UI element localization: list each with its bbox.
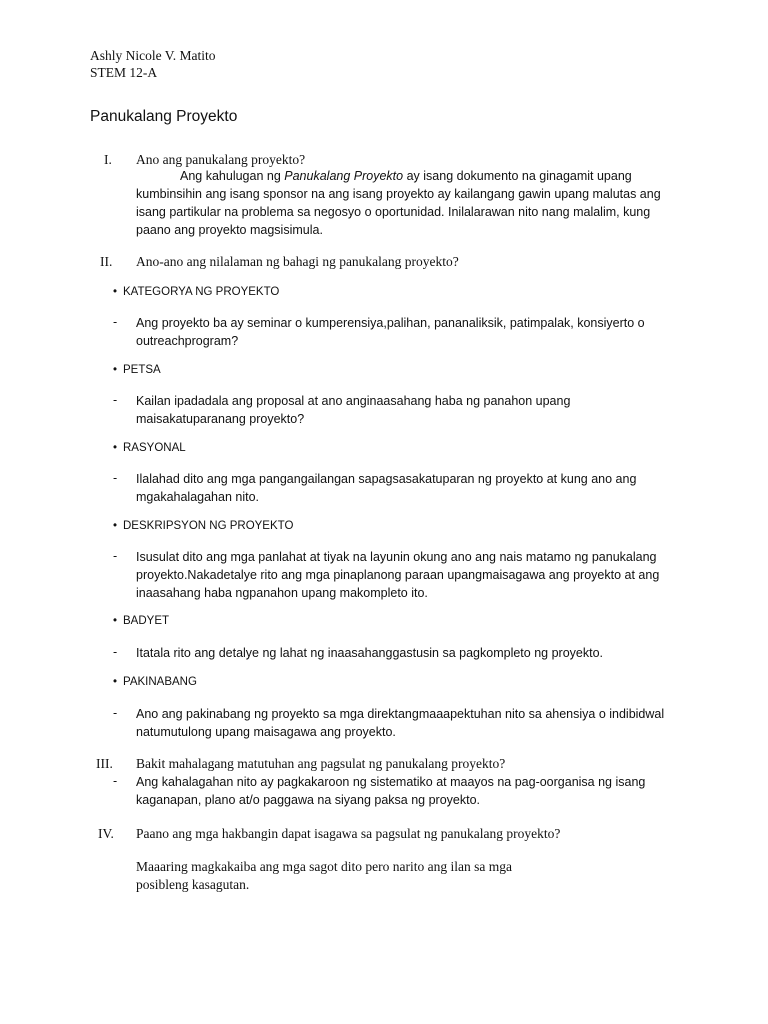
list-item-label: PETSA (123, 364, 161, 376)
line-1-text-a: Ang kahulugan ng (180, 169, 285, 183)
section-1-paragraph-line-4: paano ang proyekto magsisimula. (136, 223, 323, 237)
list-item-label: KATEGORYA NG PROYEKTO (123, 286, 280, 298)
line-1-emphasis: Panukalang Proyekto (284, 169, 404, 183)
section-4-answer-line: Maaaring magkakaiba ang mga sagot dito pero narito ang ilan sa mga (136, 859, 513, 874)
list-item-desc-line: Isusulat dito ang mga panlahat at tiyak na layunin okung ano ang nais matamo ng panukalang (136, 550, 657, 564)
list-item-label: DESKRIPSYON NG PROYEKTO (123, 520, 294, 532)
dash-marker: - (113, 471, 118, 485)
section-1-paragraph-line-3: isang partikular na problema sa negosyo o oportunidad. Inilalarawan nito nang malalim, kung (136, 205, 651, 219)
section-4-question: Paano ang mga hakbangin dapat isagawa sa pagsulat ng panukalang proyekto? (136, 826, 561, 841)
list-item-bullet: • (113, 520, 118, 532)
section-4-number: IV. (98, 826, 114, 841)
list-item-bullet: • (113, 364, 118, 376)
list-item-desc-line: proyekto.Nakadetalye rito ang mga pinaplanong paraan upangmaisagawa ang proyekto at ang (136, 568, 660, 582)
section-4-answer-line: posibleng kasagutan. (136, 877, 250, 892)
section-3-question: Bakit mahalagang matutuhan ang pagsulat ng panukalang proyekto? (136, 756, 506, 771)
line-1-text-b: ay isang dokumento na ginagamit upang (403, 169, 632, 183)
list-item-desc-line: Ano ang pakinabang ng proyekto sa mga direktangmaaapektuhan nito sa ahensiya o indibidwal (136, 707, 665, 721)
list-item-desc-line: Itatala rito ang detalye ng lahat ng inaasahanggastusin sa pagkompleto ng proyekto. (136, 646, 603, 660)
list-item-bullet: • (113, 442, 118, 454)
dash-marker: - (113, 706, 118, 720)
dash-marker: - (113, 774, 118, 788)
section-2-question: Ano-ano ang nilalaman ng bahagi ng panukalang proyekto? (136, 254, 459, 269)
section-2-number: II. (100, 254, 113, 269)
list-item-desc-line: natumutulong upang maisagawa ang proyekto. (136, 725, 396, 739)
dash-marker: - (113, 549, 118, 563)
list-item-desc-line: Ilalahad dito ang mga pangangailangan sapagsasakatuparan ng proyekto at kung ano ang (136, 472, 637, 486)
author-section: STEM 12-A (90, 65, 158, 80)
section-3-number: III. (96, 756, 113, 771)
list-item-desc-line: inaasahang haba ngpanahon upang makompleto ito. (136, 586, 428, 600)
list-item-label: BADYET (123, 615, 170, 627)
author-name: Ashly Nicole V. Matito (90, 48, 216, 63)
dash-marker: - (113, 393, 118, 407)
list-item-desc-line: maisakatuparanang proyekto? (136, 412, 305, 426)
list-item-bullet: • (113, 286, 118, 298)
list-item-label: PAKINABANG (123, 676, 197, 688)
list-item-label: RASYONAL (123, 442, 186, 454)
section-1-paragraph-line-2: kumbinsihin ang isang sponsor na ang isang proyekto ay kailangang gawin upang malutas ang (136, 187, 661, 201)
dash-marker: - (113, 315, 118, 329)
section-1-number: I. (104, 152, 112, 167)
list-item-desc-line: Ang proyekto ba ay seminar o kumperensiya,palihan, pananaliksik, patimpalak, konsiyerto o (136, 316, 645, 330)
document-title: Panukalang Proyekto (90, 108, 238, 125)
list-item-desc-line: mgakahalagahan nito. (136, 490, 260, 504)
dash-marker: - (113, 645, 118, 659)
list-item-bullet: • (113, 615, 118, 627)
section-3-answer-line: kaganapan, plano at/o paggawa na siyang paksa ng proyekto. (136, 793, 481, 807)
list-item-bullet: • (113, 676, 118, 688)
list-item-desc-line: Kailan ipadadala ang proposal at ano anginaasahang haba ng panahon upang (136, 394, 571, 408)
list-item-desc-line: outreachprogram? (136, 334, 239, 348)
section-1-paragraph-line-1 (180, 167, 632, 185)
section-3-answer-line: Ang kahalagahan nito ay pagkakaroon ng sistematiko at maayos na pag-oorganisa ng isang (136, 775, 646, 789)
section-1-question: Ano ang panukalang proyekto? (136, 152, 306, 167)
